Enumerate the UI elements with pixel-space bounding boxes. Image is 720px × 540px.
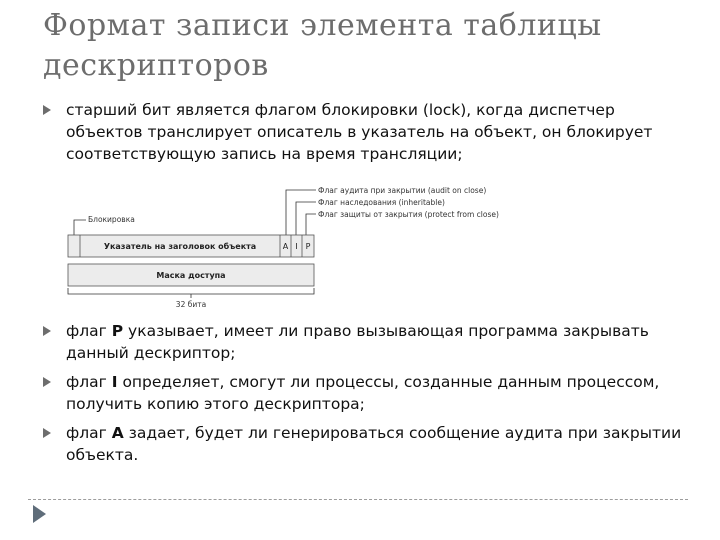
bullet-prefix: флаг — [66, 322, 112, 340]
slide-title — [43, 6, 683, 86]
inherit-flag-label: Флаг наследования (inheritable) — [318, 198, 445, 207]
bullet-text — [66, 320, 683, 364]
flag-letter: А — [111, 424, 124, 442]
bullet-text — [66, 371, 683, 415]
bullet-prefix: флаг — [66, 373, 112, 391]
bullet-text: старший бит является флагом блокировки (lock), когда диспетчер объектов транслирует описатель в указатель на объект, он блокирует соответствующую запись на время трансляции; — [66, 101, 653, 163]
bullet-suffix: задает, будет ли генерироваться сообщение аудита при закрытии объекта. — [66, 424, 682, 464]
flag-i: I — [295, 242, 298, 251]
flag-letter: I — [111, 373, 118, 391]
protect-flag-label: Флаг защиты от закрытия (protect from close) — [318, 210, 499, 219]
footer-divider — [28, 499, 688, 500]
next-slide-arrow-icon[interactable] — [33, 505, 46, 523]
bullet-flag-a — [43, 422, 683, 466]
title-line-1: Формат записи элемента таблицы — [43, 8, 602, 43]
bullet-lock-bit — [43, 99, 683, 165]
audit-flag-label: Флаг аудита при закрытии (audit on close) — [318, 186, 487, 195]
lock-label: Блокировка — [88, 215, 135, 224]
access-mask-field: Маска доступа — [156, 271, 226, 280]
triangle-right-icon — [43, 428, 51, 438]
bullet-suffix: определяет, смогут ли процессы, созданные данным процессом, получить копию этого дескриптора; — [66, 373, 660, 413]
bullet-flag-p — [43, 320, 683, 364]
flag-a: A — [282, 242, 289, 251]
bullet-suffix: указывает, имеет ли право вызывающая программа закрывать данный дескриптор; — [66, 322, 649, 362]
flag-letter: Р — [111, 322, 124, 340]
flag-p: P — [305, 242, 311, 251]
pointer-field: Указатель на заголовок объекта — [103, 242, 257, 251]
width-label: 32 бита — [175, 300, 207, 309]
triangle-right-icon — [43, 105, 51, 115]
bullet-prefix: флаг — [66, 424, 112, 442]
title-line-2: дескрипторов — [43, 48, 269, 83]
triangle-right-icon — [43, 377, 51, 387]
bullet-text — [66, 422, 683, 466]
handle-entry-diagram — [60, 180, 500, 310]
bullet-flag-i — [43, 371, 683, 415]
triangle-right-icon — [43, 326, 51, 336]
